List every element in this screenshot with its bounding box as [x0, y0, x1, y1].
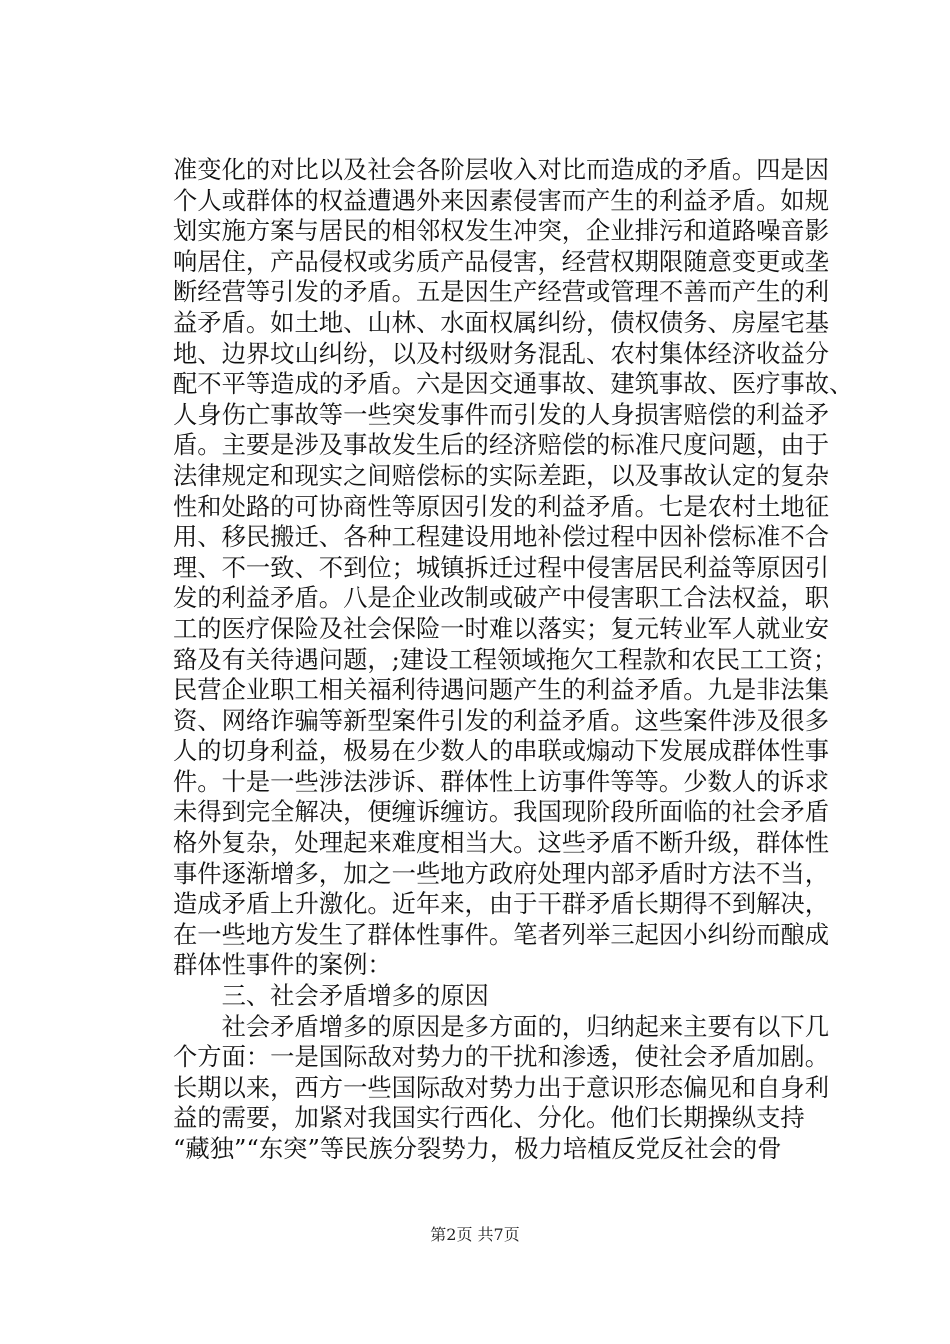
text-line: 事件逐渐增多，加之一些地方政府处理内部矛盾时方法不当， [173, 858, 830, 888]
text-line: “藏独”“东突”等民族分裂势力，极力培植反党反社会的骨 [173, 1134, 782, 1163]
text-line: 法律规定和现实之间赔偿标的实际差距，以及事故认定的复杂 [173, 460, 830, 490]
text-line: 个方面：一是国际敌对势力的干扰和渗透，使社会矛盾加剧。 [173, 1042, 830, 1072]
text-line: 臵及有关待遇问题，;建设工程领域拖欠工程款和农民工工资； [173, 644, 838, 674]
text-line: 配不平等造成的矛盾。六是因交通事故、建筑事故、医疗事故、 [173, 369, 853, 399]
text-line: 理、不一致、不到位；城镇拆迁过程中侵害居民利益等原因引 [173, 552, 830, 582]
text-line: 人的切身利益，极易在少数人的串联或煽动下发展成群体性事 [173, 736, 830, 766]
text-line: 个人或群体的权益遭遇外来因素侵害而产生的利益矛盾。如规 [173, 185, 830, 215]
text-line: 人身伤亡事故等一些突发事件而引发的人身损害赔偿的利益矛 [173, 399, 830, 429]
page-footer: 第2页 共7页 [430, 1225, 520, 1244]
text-line: 断经营等引发的矛盾。五是因生产经营或管理不善而产生的利 [173, 277, 830, 307]
text-line: 三、社会矛盾增多的原因 [173, 981, 489, 1011]
text-line: 准变化的对比以及社会各阶层收入对比而造成的矛盾。四是因 [173, 155, 830, 184]
text-line: 未得到完全解决，便缠诉缠访。我国现阶段所面临的社会矛盾 [173, 797, 830, 827]
text-line: 盾。主要是涉及事故发生后的经济赔偿的标准尺度问题，由于 [173, 430, 830, 460]
text-line: 划实施方案与居民的相邻权发生冲突，企业排污和道路噪音影 [173, 216, 830, 246]
text-line: 民营企业职工相关福利待遇问题产生的利益矛盾。九是非法集 [173, 675, 830, 705]
text-line: 益的需要，加紧对我国实行西化、分化。他们长期操纵支持 [173, 1103, 805, 1133]
body-text [173, 155, 853, 1165]
text-line: 益矛盾。如土地、山林、水面权属纠纷，债权债务、房屋宅基 [173, 307, 830, 337]
text-line: 造成矛盾上升激化。近年来，由于干群矛盾长期得不到解决， [173, 889, 830, 919]
text-line: 用、移民搬迁、各种工程建设用地补偿过程中因补偿标准不合 [173, 522, 830, 552]
text-line: 群体性事件的案例： [173, 950, 392, 980]
text-line: 地、边界坟山纠纷，以及村级财务混乱、农村集体经济收益分 [173, 338, 830, 368]
text-line: 在一些地方发生了群体性事件。笔者列举三起因小纠纷而酿成 [173, 919, 830, 949]
text-line: 格外复杂，处理起来难度相当大。这些矛盾不断升级，群体性 [173, 828, 830, 858]
text-line: 发的利益矛盾。八是企业改制或破产中侵害职工合法权益，职 [173, 583, 830, 613]
text-line: 工的医疗保险及社会保险一时难以落实；复元转业军人就业安 [173, 613, 830, 643]
text-line: 社会矛盾增多的原因是多方面的，归纳起来主要有以下几 [173, 1011, 830, 1041]
text-line: 件。十是一些涉法涉诉、群体性上访事件等等。少数人的诉求 [173, 766, 830, 796]
text-line: 资、网络诈骗等新型案件引发的利益矛盾。这些案件涉及很多 [173, 705, 830, 735]
text-line: 性和处路的可协商性等原因引发的利益矛盾。七是农村土地征 [173, 491, 830, 521]
text-line: 长期以来，西方一些国际敌对势力出于意识形态偏见和自身利 [173, 1072, 830, 1102]
text-line: 响居住，产品侵权或劣质产品侵害，经营权期限随意变更或垄 [173, 246, 830, 276]
